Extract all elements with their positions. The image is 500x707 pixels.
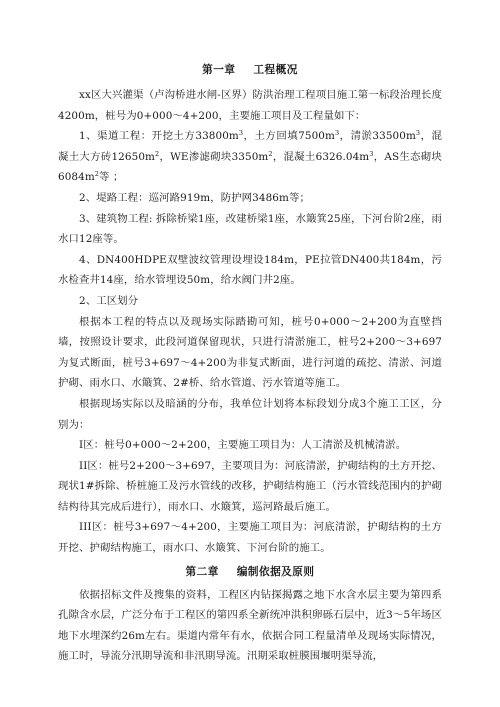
item-structures: 3、建筑物工程: 拆除桥梁1座，改建桥梁1座，水簸箕25座，下河台阶2座，雨水口12座等。 <box>58 212 442 246</box>
chapter1-number: 第一章 <box>202 64 236 76</box>
chapter1-title: 工程概况 <box>253 64 298 76</box>
zone-3: III区：桩号3+697～4+200，主要施工项目为：河底清淤，护砌结构的土方开挖、护砌结构施工，雨水口、水簸箕、下河台阶的施工。 <box>58 521 442 555</box>
zone-2: II区：桩号2+200～3+697，主要项目为：河底清淤，护砌结构的土方开挖、现状1#拆除、桥桩施工及污水管线的改移，护砌结构施工（污水管线范围内的护砌结构待其完成后进行），雨水口、水簸箕，巡河路最后施工。 <box>58 459 442 513</box>
chapter2-para-1: 依据招标文件及搜集的资料，工程区内钻探揭露之地下水含水层主要为第四系孔隙含水层，广泛分布于工程区的第四系全新统冲洪积卵砾石层中，近3～5年场区地下水埋深约26m左右。渠道内常年有水，依据合同工程量清单及现场实际情况，施工时，导流分汛期导流和非汛期导流。汛期采取桩膜围堰明渠导流， <box>58 588 442 663</box>
item-pipelines: 4、DN400HDPE双壁波纹管理设埋设184m，PE拉管DN400共184m，污水检查井14座，给水管埋设50m，给水阀门井2座。 <box>58 253 442 287</box>
para-zone-plan: 根据现场实际以及暗涵的分布，我单位计划将本标段划分成3个施工工区，分别为： <box>58 397 442 431</box>
item-embankment-road: 2、堤路工程：巡河路919m，防护网3486m等； <box>79 191 310 204</box>
chapter2-heading <box>58 564 442 580</box>
para-zone-division: 根据本工程的特点以及现场实际踏勘可知，桩号0+000～2+200为直壁挡墙，按照设计要求，此段河道保留现状，只进行清淤施工，桩号2+200～3+697为复式断面，桩号3+697～4+200为非复式断面，进行河道的疏挖、清淤、河道护砌、雨水口、水簸箕、2#桥、给水管道、污水管道等施工。 <box>58 315 442 390</box>
zone-1: I区：桩号0+000～2+200，主要施工项目为：人工清淤及机械清淤。 <box>79 439 407 452</box>
section-zone-division-title: 2、工区划分 <box>79 294 139 307</box>
chapter1-heading <box>58 62 442 78</box>
item-channel-works: 1、渠道工程：开挖土方$33800m^3$，土方回填$7500m^3$，清淤$33500m^3$，混凝土大方砖$12650m^2$，WE渗滤砌块$3350m^2$，混凝土$6326.04m^3$，AS生态砌块$6084m^2$等 ； <box>58 129 443 184</box>
chapter2-number: 第二章 <box>185 565 219 578</box>
chapter2-title: 编制依据及原则 <box>236 565 315 578</box>
chapter1-intro: xx区大兴灌渠（卢沟桥进水闸-区界）防洪治理工程项目施工第一标段治理长度4200m，桩号为0+000～4+200，主要施工项目及工程量如下： <box>58 89 442 122</box>
